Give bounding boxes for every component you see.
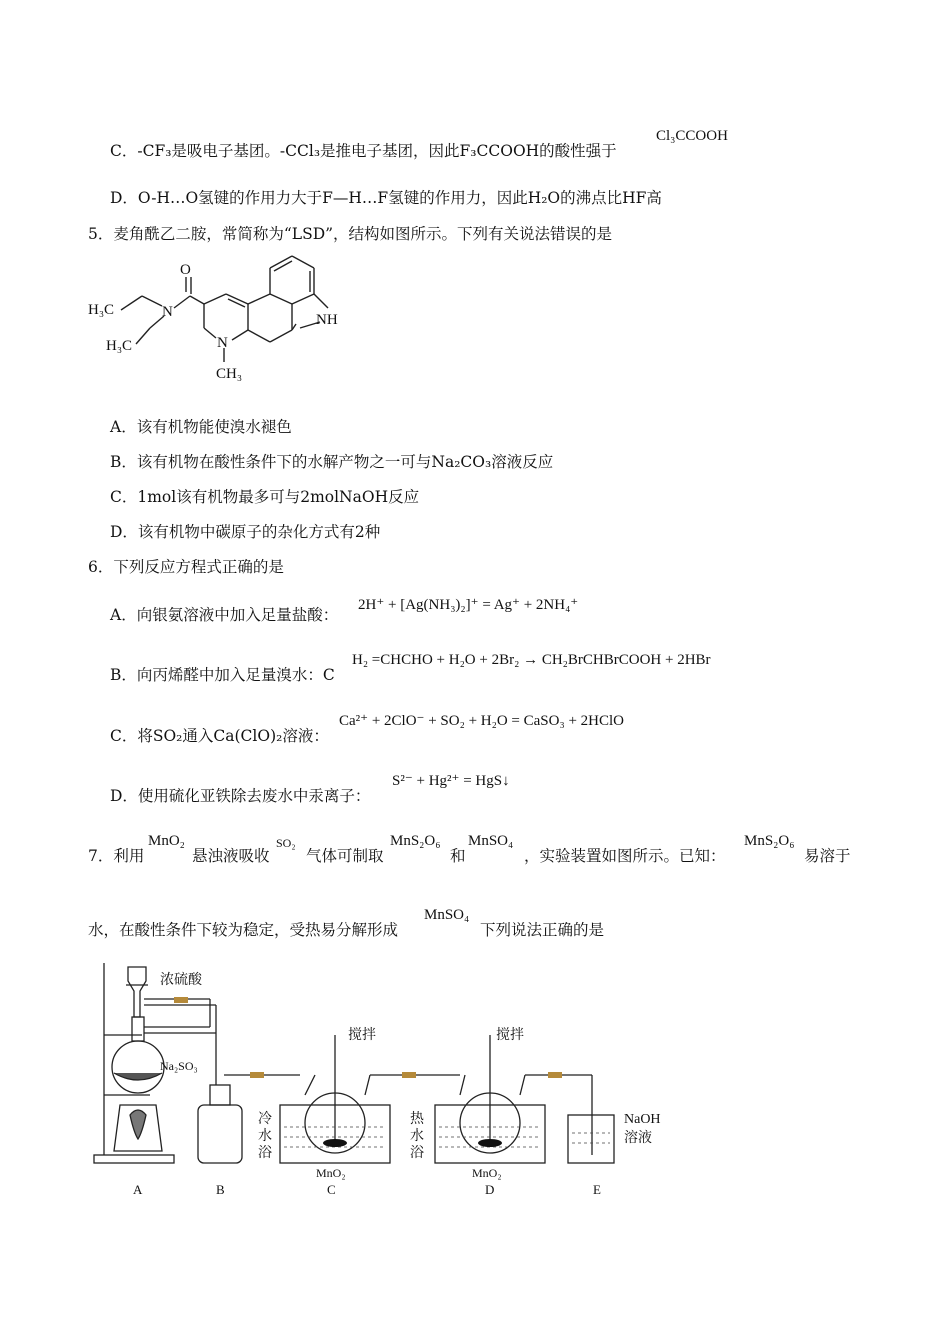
q5-option-c: C．1mol该有机物最多可与2molNaOH反应 (110, 488, 420, 506)
label-stir-2: 搅拌 (496, 1028, 524, 1043)
q7-formula-mns2o6-2: MnS₂O₆ (744, 833, 795, 849)
q7-stem-6: 易溶于 (804, 847, 851, 865)
q6-option-d-equation: S²⁻ + Hg²⁺ = HgS↓ (392, 773, 510, 789)
label-stir-1: 搅拌 (348, 1028, 376, 1043)
struct-nh: NH (316, 312, 338, 328)
q4-option-c-formula: Cl₃CCOOH (656, 128, 728, 144)
struct-h3c-2: H₃C (106, 338, 133, 354)
q6-option-c: C．将SO₂通入Ca(ClO)₂溶液： (110, 727, 329, 745)
struct-n-ring: N (217, 335, 228, 351)
label-e: E (593, 1182, 601, 1197)
label-mno2-d: MnO₂ (472, 1166, 502, 1180)
label-cold-3: 浴 (258, 1146, 272, 1161)
q4-option-d: D．O-H…O氢键的作用力大于F—H…F氢键的作用力，因此H₂O的沸点比HF高 (110, 189, 662, 207)
q6-option-d: D．使用硫化亚铁除去废水中汞离子： (110, 787, 371, 805)
q6-option-b-equation: H₂ =CHCHO + H₂O + 2Br₂ → CH₂BrCHBrCOOH + 2HBr (352, 652, 711, 668)
q7-formula-mnso4: MnSO₄ (468, 833, 514, 849)
q6-option-c-equation: Ca²⁺ + 2ClO⁻ + SO₂ + H₂O = CaSO₃ + 2HClO (339, 713, 624, 729)
q7-stem-7: 水，在酸性条件下较为稳定，受热易分解形成 (88, 921, 399, 939)
q6-stem: 6．下列反应方程式正确的是 (88, 558, 284, 576)
struct-o: O (180, 262, 191, 278)
q5-stem: 5．麦角酰乙二胺，常简称为“LSD”，结构如图所示。下列有关说法错误的是 (88, 225, 613, 243)
q5-option-b: B．该有机物在酸性条件下的水解产物之一可与Na₂CO₃溶液反应 (110, 453, 554, 471)
q7-stem-8: 下列说法正确的是 (480, 921, 605, 939)
label-c: C (327, 1182, 336, 1197)
apparatus-diagram (80, 955, 700, 1200)
q7-formula-so2: SO₂ (276, 836, 296, 850)
label-hot-2: 水 (410, 1129, 424, 1144)
q7-formula-mnso4-2: MnSO₄ (424, 907, 470, 923)
label-solution: 溶液 (624, 1131, 652, 1146)
q6-option-a: A．向银氨溶液中加入足量盐酸： (110, 606, 339, 624)
q7-stem-2: 悬浊液吸收 (192, 847, 270, 865)
label-hot-3: 浴 (410, 1146, 424, 1161)
lsd-structure-figure (84, 252, 354, 387)
q5-option-a: A．该有机物能使溴水褪色 (110, 418, 292, 436)
label-a: A (133, 1182, 143, 1197)
label-na2so3: Na₂SO₃ (160, 1059, 198, 1073)
q5-option-d: D．该有机物中碳原子的杂化方式有2种 (110, 523, 381, 541)
label-d: D (485, 1182, 495, 1197)
label-hot-1: 热 (410, 1112, 424, 1127)
label-cold-1: 冷 (258, 1112, 272, 1127)
q7-formula-mno2: MnO₂ (148, 833, 185, 849)
label-cold-2: 水 (258, 1129, 272, 1144)
label-mno2-c: MnO₂ (316, 1166, 346, 1180)
q7-formula-mns2o6: MnS₂O₆ (390, 833, 441, 849)
q6-option-a-equation: 2H⁺ + [Ag(NH₃)₂]⁺ = Ag⁺ + 2NH₄⁺ (358, 597, 579, 613)
struct-n-amide: N (162, 304, 173, 320)
struct-h3c-1: H₃C (88, 302, 115, 318)
label-conc-acid: 浓硫酸 (160, 973, 202, 988)
q4-option-c: C．-CF₃是吸电子基团。-CCl₃是推电子基团，因此F₃CCOOH的酸性强于 (110, 142, 617, 160)
q7-stem-4: 和 (450, 847, 466, 865)
label-b: B (216, 1182, 225, 1197)
q7-stem-1: 7．利用 (88, 847, 145, 865)
q7-stem-5: ，实验装置如图所示。已知： (524, 847, 726, 865)
q6-option-b: B．向丙烯醛中加入足量溴水：C (110, 666, 335, 684)
label-naoh: NaOH (624, 1112, 661, 1127)
struct-ch3: CH₃ (216, 366, 243, 382)
q7-stem-3: 气体可制取 (306, 847, 384, 865)
